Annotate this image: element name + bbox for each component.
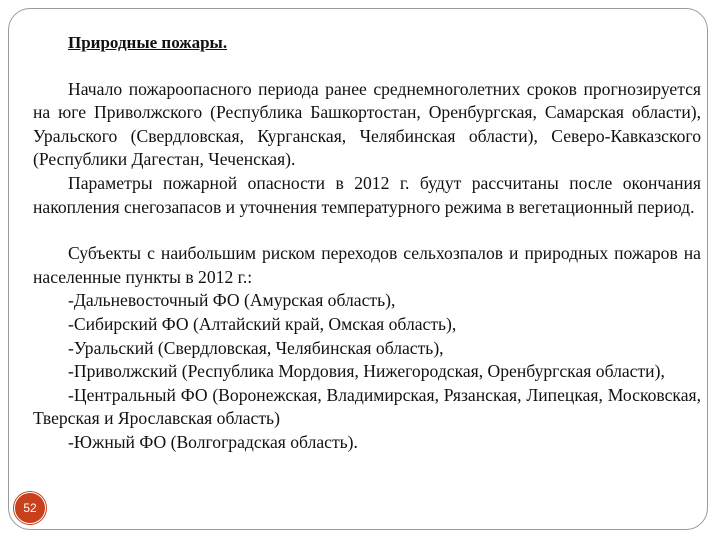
- risk-intro: Субъекты с наибольшим риском переходов сельхозпалов и природных пожаров на населенные пункты в 2012 г.:: [33, 243, 701, 287]
- list-item: -Приволжский (Республика Мордовия, Нижегородская, Оренбургская области),: [68, 361, 665, 382]
- paragraph-fire-parameters: Параметры пожарной опасности в 2012 г. будут рассчитаны после окончания накопления снегозапасов и уточнения температурного режима в вегетационный период.: [33, 172, 701, 217]
- list-item: -Центральный ФО (Воронежская, Владимирская, Рязанская, Липецкая, Московская, Тверская и Ярославская область): [33, 384, 701, 429]
- paragraph-fire-season: Начало пожароопасного периода ранее среднемноголетних сроков прогнозируется на юге Приволжского (Республика Башкортостан, Оренбургская, Самарская области), Уральского (Свердловская, Курганская, Челябинская области), Северо-Кавказского (Республики Дагестан, Чеченская).: [33, 78, 701, 170]
- page-number-badge: 52: [14, 492, 46, 524]
- list-item: -Дальневосточный ФО (Амурская область),: [68, 290, 396, 311]
- slide-content: [33, 31, 701, 455]
- slide-title: Природные пожары.: [68, 33, 228, 52]
- list-item: -Южный ФО (Волгоградская область).: [68, 431, 358, 452]
- spacer: [33, 219, 701, 242]
- list-item: -Уральский (Свердловская, Челябинская область),: [68, 337, 444, 358]
- slide-frame: [8, 8, 708, 530]
- list-item: -Сибирский ФО (Алтайский край, Омская область),: [68, 313, 457, 334]
